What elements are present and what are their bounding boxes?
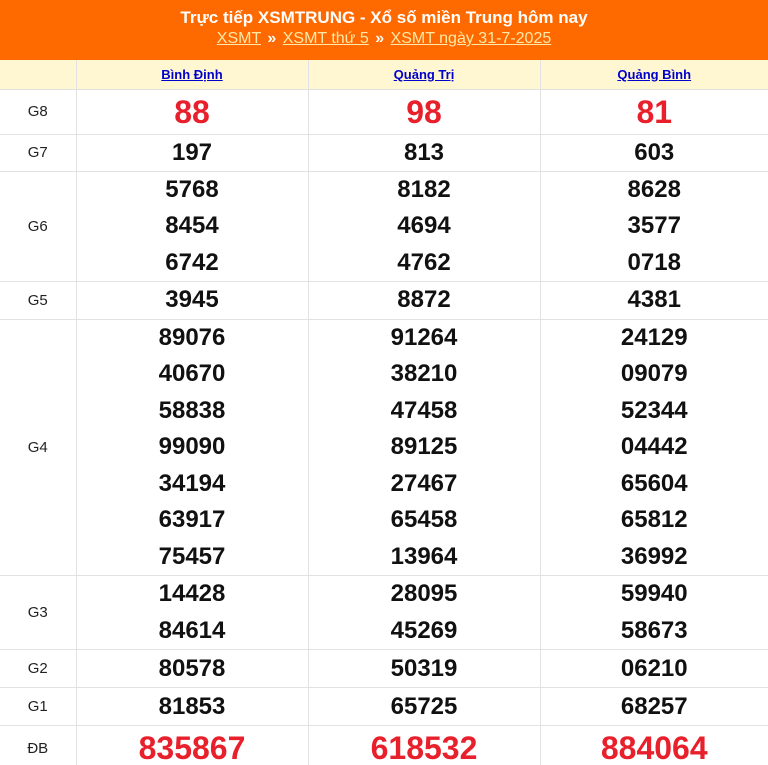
- table-row-g8: [0, 89, 768, 134]
- result-number: 65812: [620, 506, 688, 533]
- province-link-binh-dinh[interactable]: Bình Định: [161, 66, 223, 82]
- result-number: 40670: [158, 360, 226, 387]
- result-number: 45269: [390, 616, 458, 644]
- result-number: 99090: [158, 433, 226, 460]
- result-number: 65604: [620, 469, 688, 497]
- result-cell: [540, 89, 768, 134]
- breadcrumb-xsmt-thu5-link[interactable]: XSMT thứ 5: [282, 30, 369, 47]
- result-cell: [540, 688, 768, 726]
- result-cell: [308, 688, 540, 726]
- result-cell: [76, 319, 308, 576]
- result-number: 65725: [390, 693, 458, 720]
- result-number: 28095: [390, 580, 458, 607]
- result-number: 91264: [390, 323, 458, 351]
- special-prize-number: 835867: [138, 730, 246, 765]
- result-cell: [76, 650, 308, 688]
- breadcrumb: [0, 28, 768, 50]
- result-number: 8872: [397, 286, 451, 313]
- result-number: 14428: [158, 580, 226, 607]
- result-number: 58673: [620, 616, 688, 644]
- breadcrumb-xsmt-date-link[interactable]: XSMT ngày 31-7-2025: [390, 30, 552, 47]
- breadcrumb-xsmt-link[interactable]: XSMT: [216, 30, 261, 47]
- result-number: 47458: [390, 396, 458, 424]
- result-cell: [540, 134, 768, 171]
- result-number: 603: [634, 138, 675, 166]
- special-prize-number: 884064: [600, 730, 708, 765]
- result-cell: [76, 688, 308, 726]
- results-table: [0, 60, 768, 765]
- result-number: 24129: [620, 323, 688, 351]
- result-cell: [76, 171, 308, 282]
- result-cell: [308, 319, 540, 576]
- prize-label: G4: [0, 319, 76, 576]
- page-title: Trực tiếp XSMTRUNG - Xổ số miền Trung hôm nay: [180, 8, 588, 27]
- result-cell: [76, 726, 308, 765]
- result-number: 36992: [620, 542, 688, 570]
- table-row-g7: [0, 134, 768, 171]
- result-number: 06210: [620, 655, 688, 682]
- result-number: 197: [171, 138, 213, 166]
- prize-label: G1: [0, 688, 76, 726]
- province-link-quang-binh[interactable]: Quảng Bình: [617, 66, 692, 82]
- result-cell: [540, 319, 768, 576]
- result-number: 38210: [390, 360, 458, 387]
- result-number: 8628: [627, 175, 681, 203]
- result-cell: [540, 576, 768, 650]
- result-number: 98: [406, 93, 442, 130]
- result-number: 5768: [165, 175, 219, 203]
- result-cell: [76, 576, 308, 650]
- table-header-row: [0, 60, 768, 89]
- result-cell: [76, 89, 308, 134]
- result-cell: [540, 650, 768, 688]
- prize-label: G6: [0, 171, 76, 282]
- prize-label: G5: [0, 282, 76, 320]
- prize-label: G2: [0, 650, 76, 688]
- province-header: [540, 60, 768, 89]
- breadcrumb-separator: »: [375, 30, 385, 47]
- result-number: 89076: [158, 323, 226, 351]
- result-number: 89125: [390, 433, 458, 460]
- result-number: 13964: [390, 542, 458, 570]
- result-number: 0718: [627, 248, 681, 276]
- result-number: 75457: [158, 542, 226, 570]
- result-cell: [308, 650, 540, 688]
- result-number: 80578: [158, 655, 226, 682]
- result-number: 81: [636, 93, 673, 130]
- result-number: 3945: [165, 286, 219, 313]
- result-cell: [540, 726, 768, 765]
- result-number: 8182: [397, 175, 451, 203]
- prize-column-header: [0, 60, 76, 89]
- table-row-g4: [0, 319, 768, 576]
- prize-label: G7: [0, 134, 76, 171]
- result-cell: [76, 282, 308, 320]
- table-row-special: [0, 726, 768, 765]
- breadcrumb-separator: »: [267, 30, 277, 47]
- result-number: 88: [174, 93, 210, 130]
- result-number: 6742: [165, 248, 219, 276]
- special-prize-number: 618532: [370, 730, 478, 765]
- result-cell: [76, 134, 308, 171]
- table-row-g3: [0, 576, 768, 650]
- result-number: 27467: [390, 469, 458, 497]
- result-cell: [308, 89, 540, 134]
- result-number: 3577: [627, 212, 681, 239]
- result-cell: [308, 576, 540, 650]
- result-number: 52344: [620, 396, 688, 424]
- result-number: 04442: [620, 433, 688, 460]
- result-cell: [308, 171, 540, 282]
- result-number: 8454: [165, 212, 219, 239]
- result-number: 4762: [397, 248, 451, 276]
- table-row-g5: [0, 282, 768, 320]
- result-cell: [540, 282, 768, 320]
- result-cell: [308, 726, 540, 765]
- result-cell: [308, 282, 540, 320]
- prize-label: G8: [0, 89, 76, 134]
- result-number: 68257: [620, 693, 688, 720]
- result-number: 4381: [627, 286, 681, 313]
- prize-label: G3: [0, 576, 76, 650]
- result-number: 63917: [158, 506, 226, 533]
- result-number: 50319: [390, 655, 458, 682]
- result-number: 81853: [158, 693, 226, 720]
- province-link-quang-tri[interactable]: Quảng Trị: [393, 66, 455, 82]
- province-header: [308, 60, 540, 89]
- table-row-g6: [0, 171, 768, 282]
- result-number: 84614: [158, 616, 226, 644]
- province-header: [76, 60, 308, 89]
- result-number: 59940: [620, 580, 688, 607]
- result-number: 58838: [158, 396, 226, 424]
- table-row-g1: [0, 688, 768, 726]
- page-header: [0, 0, 768, 60]
- prize-label: ĐB: [0, 726, 76, 765]
- table-row-g2: [0, 650, 768, 688]
- result-cell: [308, 134, 540, 171]
- result-number: 34194: [158, 469, 226, 497]
- result-cell: [540, 171, 768, 282]
- result-number: 4694: [397, 212, 451, 239]
- result-number: 813: [403, 138, 445, 166]
- result-number: 09079: [620, 360, 688, 387]
- result-number: 65458: [390, 506, 458, 533]
